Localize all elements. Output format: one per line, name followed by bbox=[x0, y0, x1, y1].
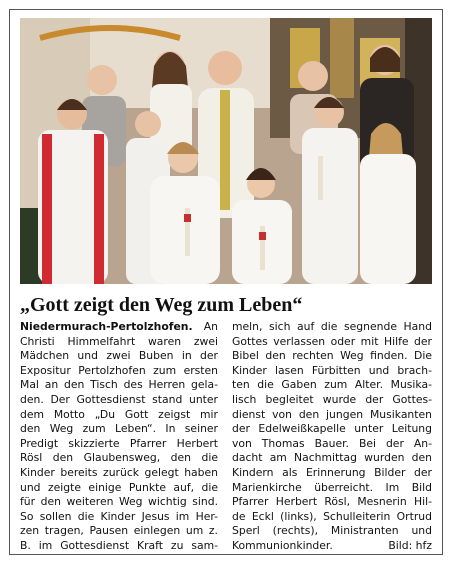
text-line: und zeigte einige Punkte auf, die bbox=[20, 480, 218, 494]
text-line: dacht am Nachmittag wurden den bbox=[232, 451, 432, 465]
text-line: dienst von den jungen Musikanten bbox=[232, 407, 432, 421]
text-line: Christi Himmelfahrt waren zwei bbox=[20, 334, 218, 348]
text-line: So sollen die Kinder Jesus im Her- bbox=[20, 509, 218, 523]
article-dateline: Niedermurach-Pertolzhofen. bbox=[20, 320, 193, 333]
text-line: Kindern als Erinnerung Bilder der bbox=[232, 465, 432, 479]
text-line: zen tragen, Pausen einlegen um z. bbox=[20, 524, 218, 538]
text-line: Pfarrer Herbert Rösl, Mesnerin Hil- bbox=[232, 495, 432, 509]
text-line: Marienkirche überreicht. Im Bild bbox=[232, 480, 432, 494]
text-line: von Thomas Bauer. Bei der An- bbox=[232, 436, 432, 450]
article-first-line: Niedermurach-Pertolzhofen. An bbox=[20, 320, 218, 333]
article-column-1 bbox=[20, 320, 218, 554]
text-line: Gottes verlassen oder mit Hilfe der bbox=[232, 334, 432, 348]
group-photo bbox=[20, 18, 432, 284]
text-line: Expositur Pertolzhofen zum ersten bbox=[20, 363, 218, 377]
text-line: Rösl den Glaubensweg, den die bbox=[20, 451, 218, 465]
text-line: Mal an den Tisch des Herren gela- bbox=[20, 378, 218, 392]
text-line: ten die Gaben zum Alter. Musika- bbox=[232, 378, 432, 392]
text-line: Kinder lasen Fürbitten und brach- bbox=[232, 363, 432, 377]
text-line: den. Der Gottesdienst stand unter bbox=[20, 392, 218, 406]
article-last-line: Kommunionkinder. Bild: hfz bbox=[232, 538, 432, 552]
text-line: Mädchen und zwei Buben in der bbox=[20, 349, 218, 363]
text-line: der Edelweißkapelle unter Leitung bbox=[232, 422, 432, 436]
newspaper-clipping bbox=[9, 9, 443, 555]
photo-credit: Bild: hfz bbox=[388, 538, 432, 552]
text-line: Kinder bereits zurück gelegt haben bbox=[20, 465, 218, 479]
article-headline: „Gott zeigt den Weg zum Leben“ bbox=[20, 294, 303, 316]
group-photo-illustration bbox=[20, 18, 432, 284]
text-line: den Weg zum Leben“. In seiner bbox=[20, 422, 218, 436]
text-line: de Eckl (links), Schulleiterin Ortrud bbox=[232, 509, 432, 523]
text-line: Sperl (rechts), Ministranten und bbox=[232, 524, 432, 538]
article-column-2 bbox=[232, 320, 432, 554]
text-line: B. im Gottesdienst Kraft zu sam- bbox=[20, 538, 218, 552]
text-line: meln, sich auf die segnende Hand bbox=[232, 320, 432, 333]
text-line: Bibel den rechten Weg finden. Die bbox=[232, 349, 432, 363]
text-line: für den weiteren Weg wichtig sind. bbox=[20, 495, 218, 509]
text-line: lisch begleitet wurde der Gottes- bbox=[232, 392, 432, 406]
text-line: dem Motto „Du Gott zeigst mir bbox=[20, 407, 218, 421]
text-line: Predigt skizzierte Pfarrer Herbert bbox=[20, 436, 218, 450]
